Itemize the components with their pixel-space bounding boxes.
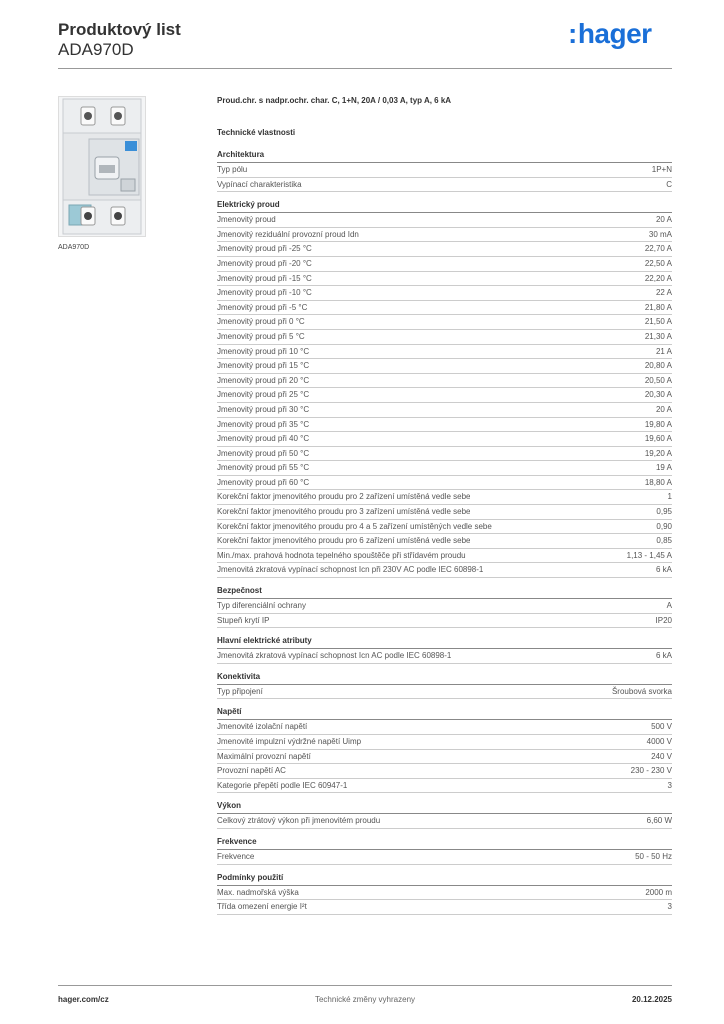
spec-value: 22,50 A bbox=[644, 258, 672, 268]
spec-value: 19 A bbox=[655, 463, 672, 473]
spec-value: 22,20 A bbox=[644, 273, 672, 283]
spec-value: 30 mA bbox=[648, 229, 672, 239]
spec-label: Jmenovitý proud při 55 °C bbox=[217, 463, 310, 473]
spec-value: 20,50 A bbox=[644, 375, 672, 385]
group-title: Hlavní elektrické atributy bbox=[217, 635, 672, 649]
spec-label: Jmenovitý proud při -20 °C bbox=[217, 258, 312, 268]
spec-label: Jmenovitý proud při 35 °C bbox=[217, 419, 310, 429]
spec-row bbox=[217, 900, 672, 915]
footer-date: 20.12.2025 bbox=[631, 995, 672, 1004]
spec-group bbox=[217, 199, 672, 578]
spec-label: Jmenovitá zkratová vypínací schopnost Icn AC podle IEC 60898-1 bbox=[217, 651, 452, 661]
group-title: Podmínky použití bbox=[217, 872, 672, 886]
footer-divider bbox=[58, 985, 672, 986]
spec-row bbox=[217, 549, 672, 564]
logo-text: hager bbox=[577, 18, 652, 49]
spec-row bbox=[217, 432, 672, 447]
spec-row bbox=[217, 301, 672, 316]
spec-value: 20 A bbox=[655, 404, 672, 414]
spec-label: Jmenovitý proud při 40 °C bbox=[217, 434, 310, 444]
spec-label: Max. nadmořská výška bbox=[217, 887, 299, 897]
footer-website: hager.com/cz bbox=[58, 995, 109, 1004]
footer-note: Technické změny vyhrazeny bbox=[314, 995, 416, 1004]
spec-value: 1,13 - 1,45 A bbox=[626, 550, 672, 560]
spec-label: Jmenovitý proud při -15 °C bbox=[217, 273, 312, 283]
spec-row bbox=[217, 228, 672, 243]
group-title: Napětí bbox=[217, 706, 672, 720]
spec-label: Jmenovitý proud při 60 °C bbox=[217, 477, 310, 487]
spec-value: 1 bbox=[667, 492, 672, 502]
header-divider bbox=[58, 68, 672, 69]
page-header bbox=[58, 20, 181, 60]
spec-row bbox=[217, 272, 672, 287]
spec-row bbox=[217, 330, 672, 345]
spec-label: Jmenovitý proud při 0 °C bbox=[217, 317, 305, 327]
spec-group bbox=[217, 836, 672, 865]
spec-label: Třída omezení energie I²t bbox=[217, 902, 307, 912]
spec-row bbox=[217, 242, 672, 257]
spec-row bbox=[217, 850, 672, 865]
spec-value: 3 bbox=[667, 902, 672, 912]
spec-row bbox=[217, 403, 672, 418]
spec-label: Jmenovitý proud při 10 °C bbox=[217, 346, 310, 356]
spec-value: 19,60 A bbox=[644, 434, 672, 444]
spec-row bbox=[217, 315, 672, 330]
spec-value: 240 V bbox=[651, 751, 672, 761]
spec-value: 0,95 bbox=[656, 507, 672, 517]
spec-value: 0,85 bbox=[656, 536, 672, 546]
spec-label: Min./max. prahová hodnota tepelného spouštěče při střídavém proudu bbox=[217, 550, 466, 560]
spec-row bbox=[217, 178, 672, 193]
specification-content bbox=[217, 96, 672, 922]
spec-label: Frekvence bbox=[217, 851, 255, 861]
spec-row bbox=[217, 286, 672, 301]
section-title: Technické vlastnosti bbox=[217, 128, 296, 137]
spec-label: Kategorie přepětí podle IEC 60947-1 bbox=[217, 780, 348, 790]
spec-value: 1P+N bbox=[651, 165, 672, 174]
spec-label: Jmenovitý proud při 25 °C bbox=[217, 390, 310, 400]
spec-value: 2000 m bbox=[645, 887, 672, 897]
group-title: Elektrický proud bbox=[217, 199, 672, 213]
spec-row bbox=[217, 534, 672, 549]
spec-value: 0,90 bbox=[656, 521, 672, 531]
spec-row bbox=[217, 388, 672, 403]
spec-value: 6 kA bbox=[655, 565, 672, 575]
page-title: Produktový list bbox=[58, 20, 181, 39]
spec-label: Jmenovitý proud při 30 °C bbox=[217, 404, 310, 414]
spec-label: Korekční faktor jmenovitého proudu pro 2 zařízení umístěná vedle sebe bbox=[217, 492, 471, 502]
group-title: Bezpečnost bbox=[217, 585, 672, 599]
spec-group bbox=[217, 872, 672, 915]
spec-row bbox=[217, 476, 672, 491]
spec-row bbox=[217, 418, 672, 433]
spec-value: 3 bbox=[667, 780, 672, 790]
spec-label: Jmenovité impulzní výdržné napětí Uimp bbox=[217, 737, 362, 746]
spec-row bbox=[217, 614, 672, 629]
spec-value: 21 A bbox=[655, 346, 672, 356]
spec-label: Typ připojení bbox=[217, 686, 263, 696]
spec-label: Typ pólu bbox=[217, 165, 248, 174]
spec-row bbox=[217, 163, 672, 178]
spec-value: 22,70 A bbox=[644, 244, 672, 254]
spec-group bbox=[217, 800, 672, 829]
spec-row bbox=[217, 750, 672, 765]
spec-value: 20 A bbox=[655, 215, 672, 225]
spec-value: 20,80 A bbox=[644, 361, 672, 371]
spec-label: Provozní napětí AC bbox=[217, 766, 286, 776]
spec-value: IP20 bbox=[655, 615, 672, 625]
spec-label: Jmenovitý proud bbox=[217, 215, 276, 225]
spec-group bbox=[217, 671, 672, 700]
group-title: Architektura bbox=[217, 149, 672, 163]
spec-label: Jmenovitý proud při 50 °C bbox=[217, 448, 310, 458]
spec-value: 500 V bbox=[651, 722, 672, 732]
spec-group bbox=[217, 585, 672, 628]
spec-row bbox=[217, 764, 672, 779]
spec-group bbox=[217, 706, 672, 793]
spec-group bbox=[217, 149, 672, 192]
spec-value: 18,80 A bbox=[644, 477, 672, 487]
spec-row bbox=[217, 374, 672, 389]
spec-row bbox=[217, 685, 672, 700]
spec-value: 6,60 W bbox=[646, 816, 672, 826]
spec-row bbox=[217, 649, 672, 664]
spec-value: 230 - 230 V bbox=[630, 766, 672, 776]
spec-label: Maximální provozní napětí bbox=[217, 751, 311, 761]
product-description: Proud.chr. s nadpr.ochr. char. C, 1+N, 20A / 0,03 A, typ A, 6 kA bbox=[217, 96, 452, 105]
spec-label: Jmenovitý proud při -25 °C bbox=[217, 244, 312, 254]
spec-value: A bbox=[666, 601, 672, 611]
spec-label: Jmenovité izolační napětí bbox=[217, 722, 308, 732]
spec-value: 6 kA bbox=[655, 651, 672, 661]
image-caption: ADA970D bbox=[58, 244, 90, 251]
spec-value: 20,30 A bbox=[644, 390, 672, 400]
spec-row bbox=[217, 735, 672, 750]
spec-value: C bbox=[666, 179, 672, 189]
spec-value: Šroubová svorka bbox=[611, 686, 672, 696]
spec-label: Jmenovitý reziduální provozní proud Idn bbox=[217, 229, 359, 239]
spec-value: 22 A bbox=[655, 288, 672, 298]
spec-value: 4000 V bbox=[646, 737, 672, 746]
spec-label: Jmenovitý proud při 20 °C bbox=[217, 375, 310, 385]
spec-value: 50 - 50 Hz bbox=[635, 851, 672, 861]
spec-label: Typ diferenciální ochrany bbox=[217, 601, 306, 611]
spec-row bbox=[217, 599, 672, 614]
spec-label: Korekční faktor jmenovitého proudu pro 3 zařízení umístěná vedle sebe bbox=[217, 507, 471, 517]
group-title: Výkon bbox=[217, 800, 672, 814]
spec-row bbox=[217, 720, 672, 735]
spec-row bbox=[217, 461, 672, 476]
group-title: Konektivita bbox=[217, 671, 672, 685]
spec-row bbox=[217, 563, 672, 578]
spec-value: 21,30 A bbox=[644, 331, 672, 341]
spec-label: Stupeň krytí IP bbox=[217, 615, 270, 625]
spec-label: Jmenovitý proud při -5 °C bbox=[217, 302, 308, 312]
spec-value: 19,80 A bbox=[644, 419, 672, 429]
spec-row bbox=[217, 447, 672, 462]
spec-label: Jmenovitý proud při 5 °C bbox=[217, 331, 305, 341]
spec-row bbox=[217, 520, 672, 535]
spec-row bbox=[217, 779, 672, 794]
spec-group bbox=[217, 635, 672, 664]
spec-label: Korekční faktor jmenovitého proudu pro 6 zařízení umístěná vedle sebe bbox=[217, 536, 471, 546]
product-image bbox=[58, 96, 146, 237]
spec-value: 21,50 A bbox=[644, 317, 672, 327]
spec-row bbox=[217, 814, 672, 829]
spec-row bbox=[217, 213, 672, 228]
spec-label: Vypínací charakteristika bbox=[217, 179, 302, 189]
spec-row bbox=[217, 257, 672, 272]
spec-label: Jmenovitá zkratová vypínací schopnost Icn při 230V AC podle IEC 60898-1 bbox=[217, 565, 484, 575]
spec-label: Korekční faktor jmenovitého proudu pro 4 a 5 zařízení umístěných vedle sebe bbox=[217, 521, 492, 531]
spec-row bbox=[217, 886, 672, 901]
spec-groups bbox=[217, 149, 672, 915]
spec-value: 21,80 A bbox=[644, 302, 672, 312]
product-code: ADA970D bbox=[58, 40, 134, 59]
spec-value: 19,20 A bbox=[644, 448, 672, 458]
group-title: Frekvence bbox=[217, 836, 672, 850]
spec-row bbox=[217, 345, 672, 360]
spec-label: Celkový ztrátový výkon při jmenovitém proudu bbox=[217, 816, 381, 826]
spec-label: Jmenovitý proud při -10 °C bbox=[217, 288, 312, 298]
spec-label: Jmenovitý proud při 15 °C bbox=[217, 361, 310, 371]
spec-row bbox=[217, 490, 672, 505]
spec-row bbox=[217, 505, 672, 520]
spec-row bbox=[217, 359, 672, 374]
hager-logo: :hager bbox=[568, 18, 652, 49]
